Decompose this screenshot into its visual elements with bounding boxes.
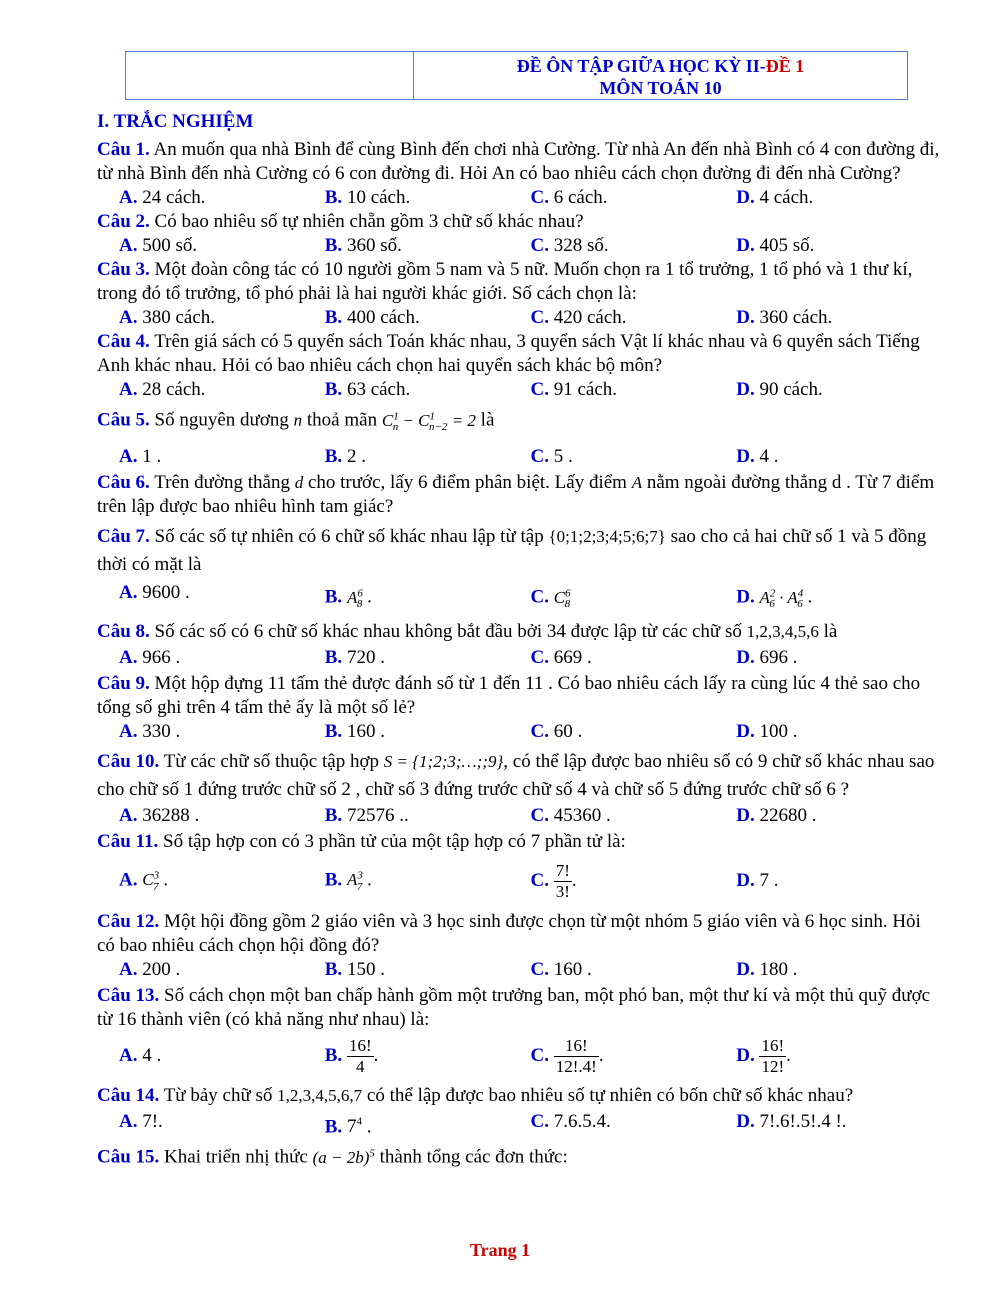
option-b: B. 400 cách. xyxy=(324,307,420,328)
option-a: A. 28 cách. xyxy=(119,379,206,400)
option-d: D. 7!.6!.5!.4 !. xyxy=(736,1111,847,1133)
option-a: A. $C^3_7$ . xyxy=(119,869,169,893)
question-5: Câu 5. Số nguyên dương n thoả mãn $C^1_n - C^1_{n-2} = 2$ là xyxy=(97,409,495,434)
option-b: B. 72576 .. xyxy=(324,805,409,827)
question-4-options xyxy=(97,378,942,402)
question-10: Câu 10. Từ các chữ số thuộc tập hợp S = {1;2;3;…;;9}, có thể lập được bao nhiêu số có 9 chữ số khác nhau sao cho chữ số 1 đứng trước chữ số 2 , chữ số 3 đứng trước chữ số 4 và chữ số 5 đứng trước chữ số 6 ? xyxy=(97,751,935,801)
option-b: B. 160 . xyxy=(324,721,385,743)
question-1-options xyxy=(97,186,942,210)
option-d: D. 360 cách. xyxy=(736,307,833,328)
question-9: Câu 9. Một hộp đựng 11 tấm thẻ được đánh số từ 1 đến 11 . Có bao nhiêu cách lấy ra cùng lúc 4 thẻ sao cho tổng số ghi trên 4 tấm thẻ ấy là một số lẻ? xyxy=(97,673,921,719)
question-2-options xyxy=(97,234,942,258)
option-d: D. 90 cách. xyxy=(736,379,823,400)
question-8-options xyxy=(97,646,942,670)
question-10-options xyxy=(97,804,942,828)
option-c: C. 60 . xyxy=(530,721,583,743)
option-d: D. 4 cách. xyxy=(736,187,814,208)
option-a: A. 966 . xyxy=(119,647,181,669)
question-6: Câu 6. Trên đường thẳng d cho trước, lấy 6 điểm phân biệt. Lấy điểm A nằm ngoài đường thẳng d . Từ 7 điểm trên lập được bao nhiêu hình tam giác? xyxy=(97,472,935,518)
exam-title: ĐỀ ÔN TẬP GIỮA HỌC KỲ II-ĐỀ 1 xyxy=(516,56,805,76)
question-3: Câu 3. Một đoàn công tác có 10 người gồm 5 nam và 5 nữ. Muốn chọn ra 1 tổ trưởng, 1 tổ phó và 1 thư kí, trong đó tổ trưởng, tổ phó phải là hai người khác giới. Số cách chọn là: xyxy=(97,259,913,304)
question-12-options xyxy=(97,958,942,982)
option-b: B. 2 . xyxy=(324,446,366,468)
exam-subject: MÔN TOÁN 10 xyxy=(599,78,722,98)
option-b: B. 720 . xyxy=(324,647,385,669)
question-5-options xyxy=(97,445,942,469)
combination-equation: $C^1_n - C^1_{n-2} = 2$ xyxy=(381,410,476,434)
question-13-options xyxy=(97,1032,942,1080)
option-b: B. 150 . xyxy=(324,959,385,981)
option-c: C. $\frac{7!}{3!}$ . xyxy=(530,860,577,901)
option-c: C. $\frac{16!}{12!.4!}$ . xyxy=(530,1035,604,1076)
option-c: C. 5 . xyxy=(530,446,573,468)
question-11-options xyxy=(97,858,942,904)
option-d: D. 405 số. xyxy=(736,235,815,256)
question-1: Câu 1. An muốn qua nhà Bình để cùng Bình đến chơi nhà Cường. Từ nhà An đến nhà Bình có 4 con đường đi, từ nhà Bình đến nhà Cường có 6 con đường đi. Hỏi An có bao nhiêu cách chọn đường đi đến nhà Cường? xyxy=(97,139,940,184)
option-b: B. 10 cách. xyxy=(324,187,411,208)
option-c: C. 91 cách. xyxy=(530,379,618,400)
option-b: B. 360 số. xyxy=(324,235,402,256)
option-d: D. 4 . xyxy=(736,446,779,468)
option-a: A. 36288 . xyxy=(119,805,200,827)
option-c: C. $C^6_8$ xyxy=(530,586,571,611)
option-b: B. $A^3_7$ . xyxy=(324,869,372,893)
option-d: D. 22680 . xyxy=(736,805,817,827)
header-left-cell xyxy=(126,52,414,99)
option-d: D. $\frac{16!}{12!}$ . xyxy=(736,1035,791,1076)
option-b: B. 63 cách. xyxy=(324,379,411,400)
option-b: B. $\frac{16!}{4}$ . xyxy=(324,1035,379,1076)
option-d: D. 100 . xyxy=(736,721,798,743)
option-c: C. 669 . xyxy=(530,647,592,669)
option-c: C. 45360 . xyxy=(530,805,611,827)
question-7-options xyxy=(97,581,942,616)
question-11: Câu 11. Số tập hợp con có 3 phần tử của một tập hợp có 7 phần tử là: xyxy=(97,831,626,853)
question-3-options xyxy=(97,306,942,330)
option-a: A. 200 . xyxy=(119,959,181,981)
question-14: Câu 14. Từ bảy chữ số 1,2,3,4,5,6,7 có thể lập được bao nhiêu số tự nhiên có bốn chữ số khác nhau? xyxy=(97,1085,854,1107)
page-number: Trang 1 xyxy=(469,1240,531,1260)
option-c: C. 6 cách. xyxy=(530,187,608,208)
option-a: A. 1 . xyxy=(119,446,162,468)
option-a: A. 9600 . xyxy=(119,582,190,604)
question-8: Câu 8. Số các số có 6 chữ số khác nhau không bắt đầu bởi 34 được lập từ các chữ số 1,2,3,4,5,6 là xyxy=(97,621,838,643)
option-a: A. 380 cách. xyxy=(119,307,216,328)
question-12: Câu 12. Một hội đồng gồm 2 giáo viên và 3 học sinh được chọn từ một nhóm 5 giáo viên và 6 học sinh. Hỏi có bao nhiêu cách chọn hội đồng đó? xyxy=(97,911,921,957)
option-a: A. 500 số. xyxy=(119,235,198,256)
option-a: A. 4 . xyxy=(119,1045,162,1067)
question-2: Câu 2. Có bao nhiêu số tự nhiên chẵn gồm 3 chữ số khác nhau? xyxy=(97,211,584,232)
option-c: C. 420 cách. xyxy=(530,307,627,328)
question-14-options xyxy=(97,1110,942,1139)
option-c: C. 160 . xyxy=(530,959,592,981)
header-right-cell xyxy=(414,52,907,99)
option-d: D. $A^2_6 \cdot A^4_6$ . xyxy=(736,586,813,611)
question-15: Câu 15. Khai triển nhị thức $(a - 2b)^5$ thành tổng các đơn thức: xyxy=(97,1147,568,1169)
option-c: C. 328 số. xyxy=(530,235,609,256)
section-title: I. TRẮC NGHIỆM xyxy=(97,111,254,132)
option-d: D. 180 . xyxy=(736,959,798,981)
questions-container xyxy=(97,138,942,1170)
option-d: D. 696 . xyxy=(736,647,798,669)
binomial-expression: $(a - 2b)^5$ xyxy=(312,1147,375,1168)
option-d: D. 7 . xyxy=(736,870,779,892)
question-13: Câu 13. Số cách chọn một ban chấp hành gồm một trưởng ban, một phó ban, một thư kí và một thủ quỹ được từ 16 thành viên (có khả năng như nhau) là: xyxy=(97,985,931,1031)
option-a: A. 330 . xyxy=(119,721,181,743)
question-7: Câu 7. Số các số tự nhiên có 6 chữ số khác nhau lập từ tập {0;1;2;3;4;5;6;7} sao cho cả hai chữ số 1 và 5 đồng thời có mặt là xyxy=(97,526,927,576)
question-4: Câu 4. Trên giá sách có 5 quyển sách Toán khác nhau, 3 quyển sách Vật lí khác nhau và 6 quyển sách Tiếng Anh khác nhau. Hỏi có bao nhiêu cách chọn hai quyển sách khác bộ môn? xyxy=(97,331,920,376)
option-a: A. 24 cách. xyxy=(119,187,206,208)
header-table xyxy=(125,51,908,100)
option-b: B. $7^4$ . xyxy=(324,1116,372,1138)
option-b: B. $A^6_8$ . xyxy=(324,586,372,611)
option-c: C. 7.6.5.4. xyxy=(530,1111,611,1133)
question-9-options xyxy=(97,720,942,744)
option-a: A. 7!. xyxy=(119,1111,163,1133)
